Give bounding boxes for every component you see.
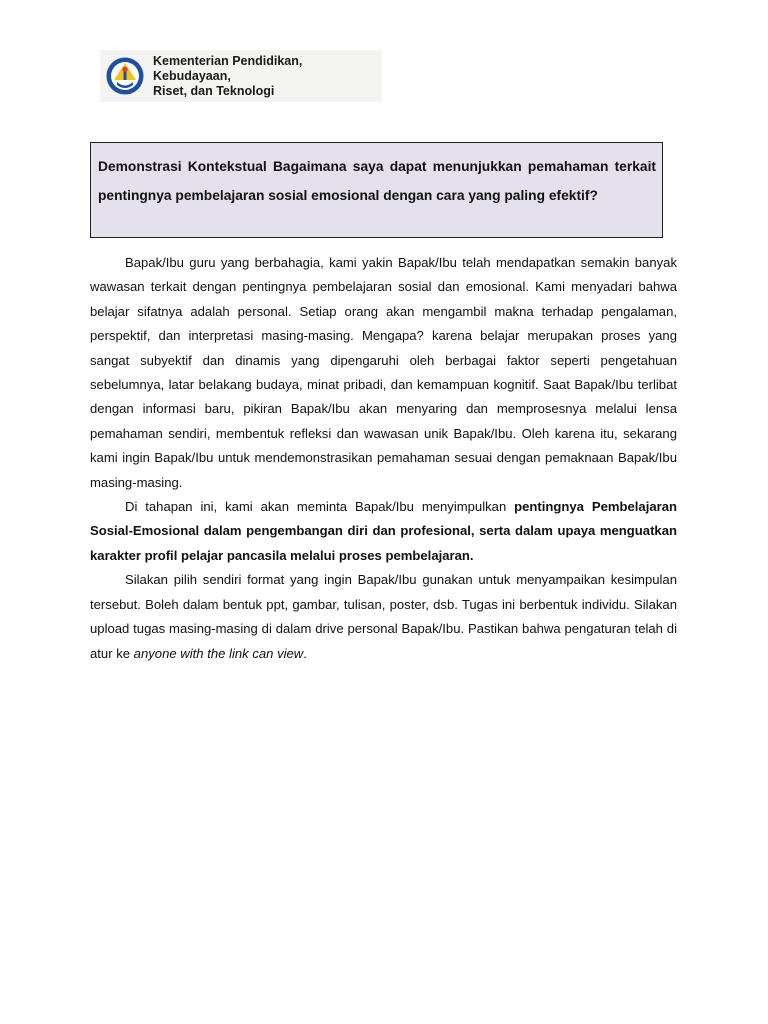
ministry-name-line-2: Riset, dan Teknologi — [153, 83, 275, 98]
paragraph-intro — [90, 251, 677, 495]
question-title-box — [90, 142, 663, 238]
paragraph-task-emphasis: pentingnya Pembelajaran Sosial-Emosional dalam pengembangan diri dan profesional, serta dalam upaya menguatkan karakter profil pelajar pancasila melalui proses pembelajaran. — [90, 499, 677, 563]
paragraph-format — [90, 568, 677, 666]
instructions-body — [90, 251, 677, 666]
tut-wuri-handayani-logo-icon — [105, 56, 145, 96]
ministry-name-line-1: Kementerian Pendidikan, Kebudayaan, — [153, 53, 303, 83]
paragraph-format-end: . — [303, 645, 307, 661]
paragraph-intro-text: Bapak/Ibu guru yang berbahagia, kami yakin Bapak/Ibu telah mendapatkan semakin banyak wawasan terkait dengan pentingnya pembelajaran sosial dan emosional. Kami menyadari bahwa belajar sifatnya adalah personal. Setiap orang akan mengambil makna terhadap pengalaman, perspektif, dan interpretasi masing-masing. Mengapa? karena belajar merupakan proses yang sangat subyektif dan dinamis yang dipengaruhi oleh berbagai faktor seperti pengetahuan sebelumnya, latar belakang budaya, minat pribadi, dan kemampuan kognitif. Saat Bapak/Ibu terlibat dengan informasi baru, pikiran Bapak/Ibu akan menyaring dan memprosesnya melalui lensa pemahaman sendiri, membentuk refleksi dan wawasan unik Bapak/Ibu. Oleh karena itu, sekarang kami ingin Bapak/Ibu untuk mendemonstrasikan pemahaman sesuai dengan pemaknaan Bapak/Ibu masing-masing. — [90, 255, 677, 490]
paragraph-format-lead: Silakan pilih sendiri format yang ingin Bapak/Ibu gunakan untuk menyampaikan kesimpulan tersebut. Boleh dalam bentuk ppt, gambar, tulisan, poster, dsb. Tugas ini berbentuk individu. Silakan upload tugas masing-masing di dalam drive personal Bapak/Ibu. Pastikan bahwa pengaturan telah di atur ke — [90, 572, 677, 661]
paragraph-task-lead: Di tahapan ini, kami akan meminta Bapak/Ibu menyimpulkan — [125, 499, 515, 515]
ministry-name — [153, 54, 382, 99]
paragraph-task — [90, 495, 677, 568]
question-title: Demonstrasi Kontekstual Bagaimana saya dapat menunjukkan pemahaman terkait pentingnya pembelajaran sosial emosional dengan cara yang paling efektif? — [98, 159, 656, 203]
paragraph-format-link-setting: anyone with the link can view — [133, 645, 304, 661]
ministry-header — [100, 50, 382, 102]
